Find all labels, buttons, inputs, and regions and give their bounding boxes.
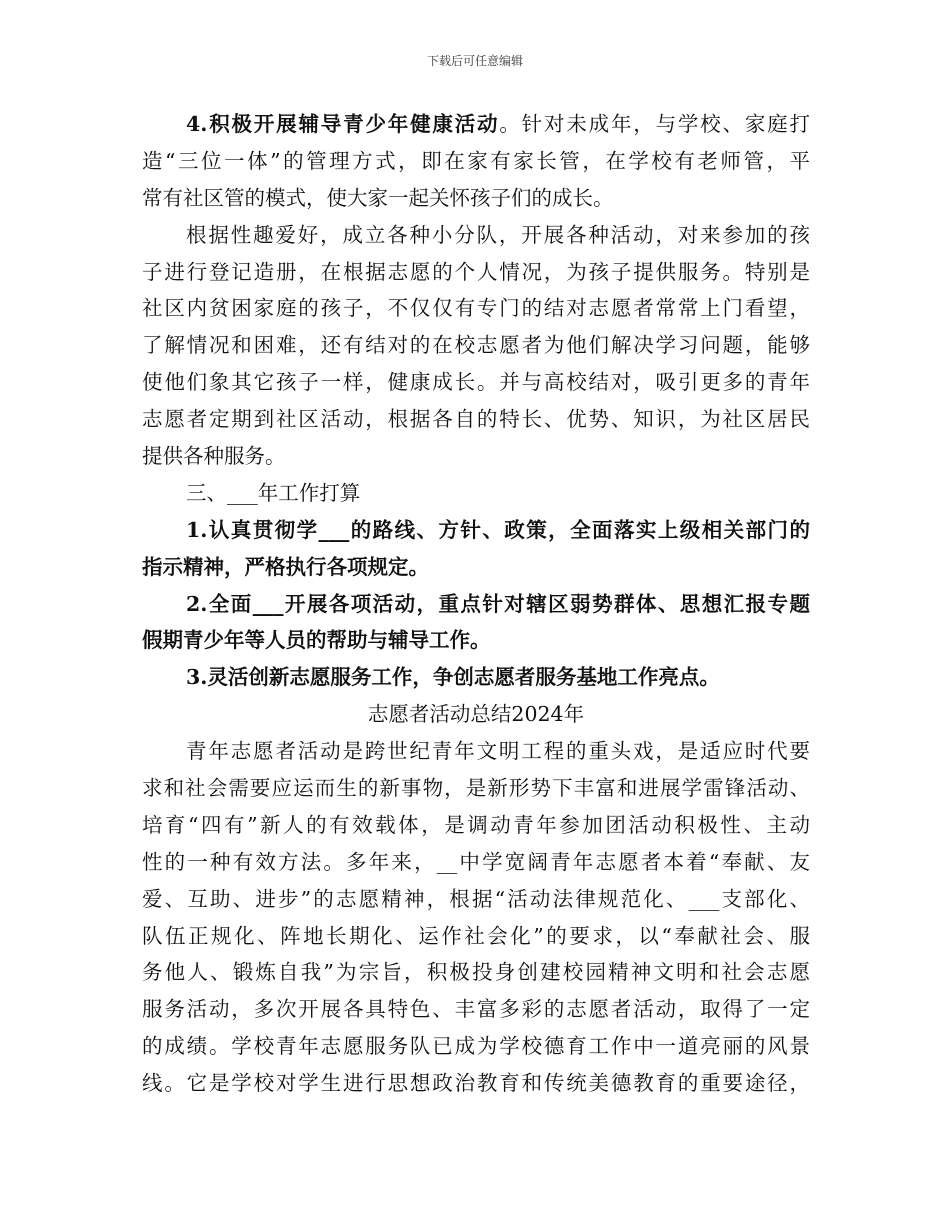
list-item-line: 3.灵活创新志愿服务工作，争创志愿者服务基地工作亮点。 [186, 665, 720, 690]
paragraph-line: 提供各种服务。 [142, 444, 286, 469]
list-item-line: 1.认真贯彻学___的路线、方针、政策，全面落实上级相关部门的 [186, 517, 810, 542]
paragraph-line: 常有社区管的模式，使大家一起关怀孩子们的成长。 [142, 185, 614, 210]
document-body [142, 106, 810, 1102]
paragraph-line: 线。它是学校对学生进行思想政治教育和传统美德教育的重要途径， [142, 1071, 810, 1096]
paragraph-line: 务他人、锻炼自我”为宗旨，积极投身创建校园精神文明和社会志愿 [142, 960, 810, 985]
paragraph-line: 的成绩。学校青年志愿服务队已成为学校德育工作中一道亮丽的风景 [142, 1034, 810, 1059]
paragraph-line: 服务活动，多次开展各具特色、丰富多彩的志愿者活动，取得了一定 [142, 997, 810, 1022]
paragraph-line: 根据性趣爱好，成立各种小分队，开展各种活动，对来参加的孩 [186, 222, 810, 247]
paragraph-line: 志愿者定期到社区活动，根据各自的特长、优势、知识，为社区居民 [142, 407, 810, 432]
paragraph-line: 队伍正规化、阵地长期化、运作社会化”的要求，以“奉献社会、服 [142, 923, 810, 948]
list-item-line: 指示精神，严格执行各项规定。 [142, 554, 429, 579]
paragraph-line: 性的一种有效方法。多年来，__中学宽阔青年志愿者本着“奉献、友 [142, 849, 810, 874]
item-text: 。针对未成年，与学校、家庭打 [499, 112, 810, 136]
paragraph-line: 了解情况和困难，还有结对的在校志愿者为他们解决学习问题，能够 [142, 333, 810, 358]
paragraph-line: 造“三位一体”的管理方式，即在家有家长管，在学校有老师管，平 [142, 148, 810, 173]
paragraph-line: 青年志愿者活动是跨世纪青年文明工程的重头戏，是适应时代要 [186, 739, 810, 764]
item-heading: 4.积极开展辅导青少年健康活动 [186, 112, 500, 136]
paragraph-line: 子进行登记造册，在根据志愿的个人情况，为孩子提供服务。特别是 [142, 259, 810, 284]
paragraph-line: 社区内贫困家庭的孩子，不仅仅有专门的结对志愿者常常上门看望， [142, 296, 810, 321]
paragraph-line: 培育“四有”新人的有效载体，是调动青年参加团活动积极性、主动 [142, 812, 810, 837]
paragraph-line: 爱、互助、进步”的志愿精神，根据“活动法律规范化、___支部化、 [142, 886, 810, 911]
paragraph-line [142, 106, 810, 143]
list-item-line: 2.全面___开展各项活动，重点针对辖区弱势群体、思想汇报专题 [186, 591, 810, 616]
paragraph-line: 使他们象其它孩子一样，健康成长。并与高校结对，吸引更多的青年 [142, 370, 810, 395]
paragraph-line: 求和社会需要应运而生的新事物，是新形势下丰富和进展学雷锋活动、 [142, 776, 810, 801]
list-item-line: 假期青少年等人员的帮助与辅导工作。 [142, 628, 491, 653]
page-header: 下载后可任意编辑 [426, 54, 523, 68]
document-title: 志愿者活动总结2024年 [367, 702, 585, 727]
section-heading: 三、___年工作打算 [186, 480, 361, 505]
